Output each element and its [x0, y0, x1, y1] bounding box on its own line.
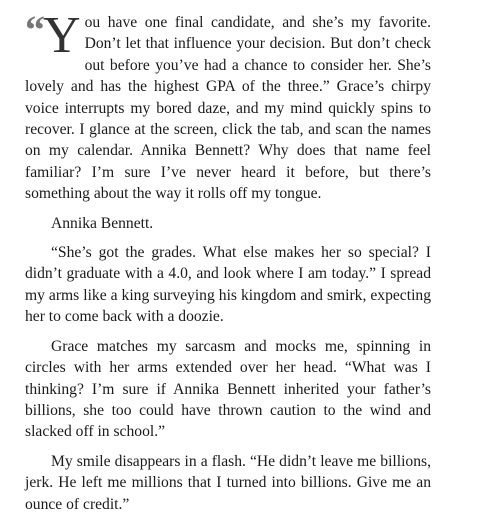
paragraph-5: My smile disappears in a flash. “He didn’t leave me billions, jerk. He left me millions that I turned into billions. Give me an ounce of credit.”	[25, 452, 431, 513]
drop-cap-quote-mark: “	[25, 7, 43, 52]
paragraph-2: Annika Bennett.	[51, 214, 154, 232]
opening-paragraph-text: ou have one final candidate, and she’s my favorite. Don’t let that influence your decision. But don’t check out before you’ve had a chance to consider her. She’s lovely and has the highest GPA of the three.” Grace’s chirpy voice interrupts my bored daze, and my mind quickly spins to recover. I glance at the screen, click the tab, and scan the names on my calendar. Annika Bennett? Why does that name feel familiar? I’m sure I’ve never heard it before, but there’s something about the way it rolls off my tongue.	[25, 14, 431, 203]
opening-paragraph	[25, 7, 431, 205]
paragraph-4: Grace matches my sarcasm and mocks me, spinning in circles with her arms extended over her head. “What was I thinking? I’m sure if Annika Bennett inherited your father’s billions, she too could have thrown caution to the wind and slacked off in school.”	[25, 337, 431, 441]
drop-cap	[25, 7, 81, 64]
paragraph-3: “She’s got the grades. What else makes her so special? I didn’t graduate with a 4.0, and look where I am today.” I spread my arms like a king surveying his kingdom and smirk, expecting her to come back with a doozie.	[25, 244, 431, 326]
book-page	[25, 7, 431, 515]
drop-cap-letter: Y	[43, 7, 81, 64]
